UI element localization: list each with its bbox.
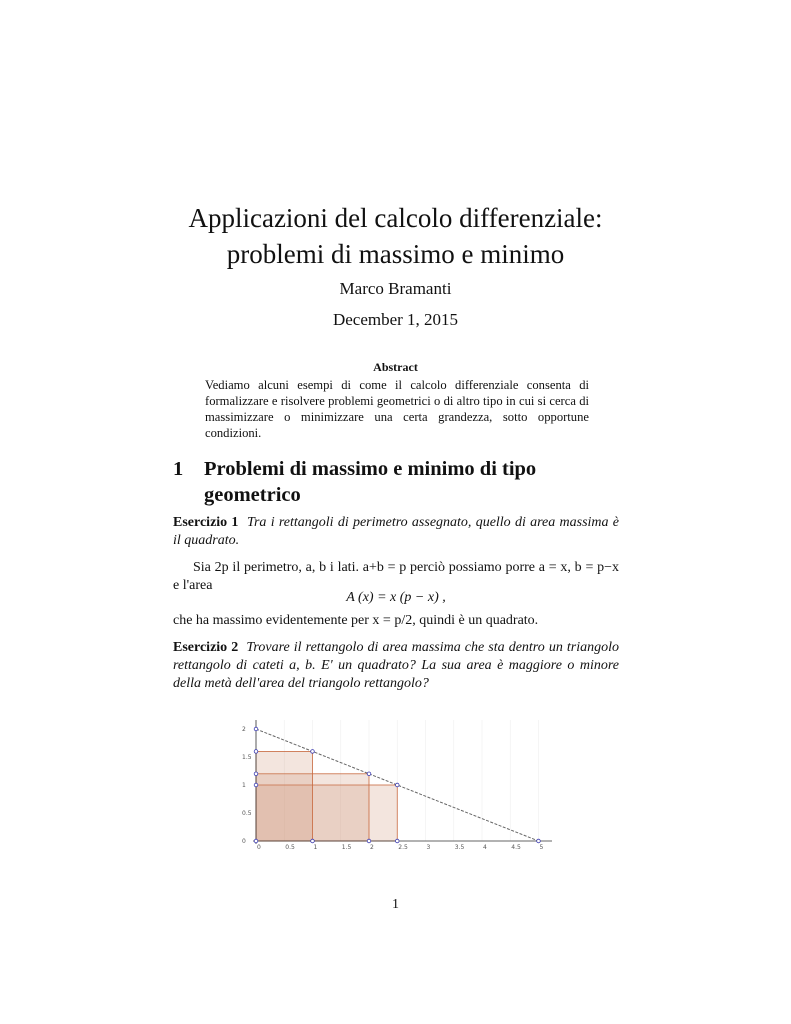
exercise-2-label: Esercizio 2 [173, 640, 239, 655]
figure-point [254, 727, 258, 731]
figure-point [367, 772, 371, 776]
figure-point [537, 839, 541, 843]
y-tick-label: 0 [242, 838, 246, 845]
rectangle-in-triangle-figure [240, 716, 555, 856]
y-tick-label: 2 [242, 726, 246, 733]
figure-point [311, 839, 315, 843]
x-tick-label: 4 [483, 844, 487, 851]
author: Marco Bramanti [339, 279, 452, 298]
exercise-1-statement: Tra i rettangoli di perimetro assegnato, quello di area massima è il quadrato. [173, 515, 619, 548]
x-tick-label: 4.5 [511, 844, 521, 851]
figure-point [395, 839, 399, 843]
section-title: Problemi di massimo e minimo di tipo geometrico [204, 458, 537, 506]
exercise-2 [173, 639, 619, 693]
date: December 1, 2015 [332, 310, 459, 329]
abstract-heading: Abstract [373, 360, 418, 374]
exercise-1 [173, 514, 619, 550]
x-tick-label: 5 [539, 844, 544, 851]
x-tick-label: 1 [313, 844, 318, 851]
x-tick-label: 1.5 [341, 844, 352, 851]
figure-point [254, 772, 258, 776]
inscribed-rectangle [256, 751, 313, 841]
x-tick-label: 0 [257, 844, 261, 851]
title-line-1: Applicazioni del calcolo differenziale: [188, 203, 603, 233]
figure-point [254, 750, 258, 754]
section-number: 1 [173, 458, 184, 480]
title-line-2: problemi di massimo e minimo [226, 239, 565, 269]
x-tick-label: 2 [370, 844, 374, 851]
x-tick-label: 2.5 [398, 844, 408, 851]
figure-point [395, 783, 399, 787]
exercise-2-statement: Trovare il rettangolo di area massima che sta dentro un triangolo rettangolo di cateti a, b. E' un quadrato? La sua area è maggiore o minore della metà dell'area del triangolo rettangolo? [173, 640, 620, 691]
x-tick-label: 3.5 [454, 844, 465, 851]
exercise-1-label: Esercizio 1 [173, 515, 239, 530]
y-tick-label: 1.5 [242, 754, 252, 761]
x-tick-label: 3 [426, 844, 431, 851]
figure-point [311, 750, 315, 754]
y-tick-label: 1 [242, 782, 246, 789]
solution-1-conclusion: che ha massimo evidentemente per x = p/2, quindi è un quadrato. [173, 613, 539, 628]
area-formula: A (x) = x (p − x) , [346, 590, 446, 605]
y-tick-label: 0.5 [242, 810, 252, 817]
figure-point [367, 839, 371, 843]
solution-1-text: Sia 2p il perimetro, a, b i lati. a+b = p perciò possiamo porre a = x, b = p−x e l'area [173, 560, 619, 593]
page-number: 1 [392, 897, 399, 912]
figure-point [254, 783, 258, 787]
figure-point [254, 839, 258, 843]
abstract-text: Vediamo alcuni esempi di come il calcolo differenziale consenta di formalizzare e risolvere problemi geometrici o di altro tipo in cui si cerca di massimizzare o minimizzare una certa grandezza, sotto opportune condizioni. [205, 378, 589, 440]
paper-title [100, 200, 691, 272]
x-tick-label: 0.5 [285, 844, 295, 851]
